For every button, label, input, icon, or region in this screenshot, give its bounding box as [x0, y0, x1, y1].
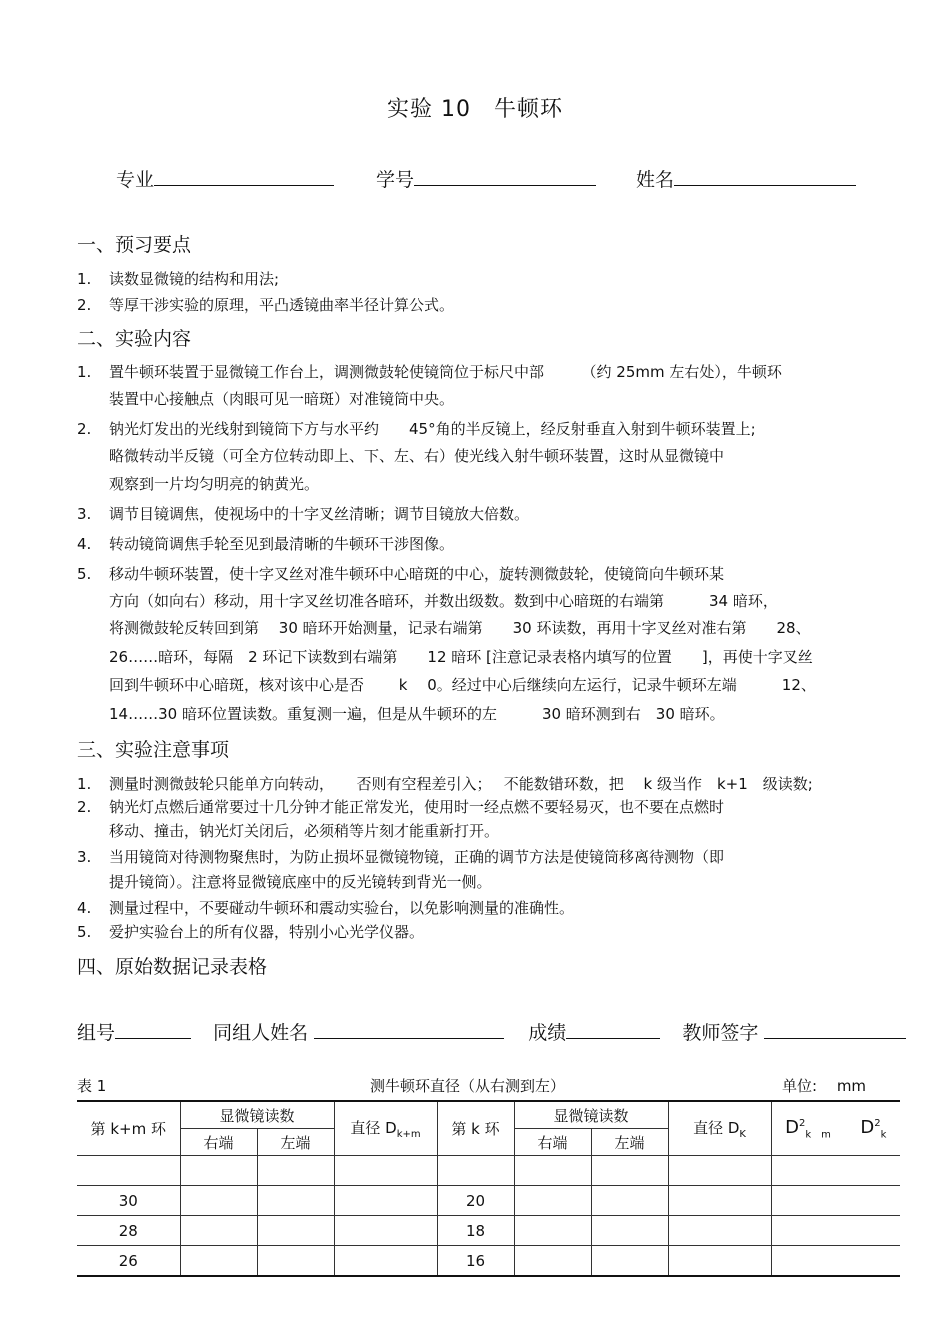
header-diameter-k: 直径 $D_K$ — [668, 1101, 771, 1156]
list-item-continuation: 略微转动半反镜（可全方位转动即上、下、左、右）使光线入射牛顿环装置，这时从显微镜中 — [109, 447, 725, 465]
header-d2-difference: $D^2_{k m}$ $D^2_k$ — [771, 1101, 900, 1156]
score-label: 成绩 — [528, 1022, 567, 1044]
group-label: 组号 — [77, 1022, 116, 1044]
student-id-label: 学号 — [376, 169, 415, 191]
name-blank[interactable] — [674, 167, 856, 186]
header-ring-km: 第 k+m 环 — [77, 1101, 180, 1156]
ring-km-cell: 26 — [77, 1246, 180, 1277]
list-item: 2. 钠光灯发出的光线射到镜筒下方与水平约 45°角的半反镜上，经反射垂直入射到牛顿环装置上; — [77, 420, 756, 438]
list-item-continuation: 提升镜筒）。注意将显微镜底座中的反光镜转到背光一侧。 — [109, 873, 492, 891]
section-heading-content: 二、实验内容 — [77, 328, 192, 350]
ring-k-cell: 18 — [437, 1216, 514, 1246]
input-cell[interactable] — [668, 1216, 771, 1246]
name-field — [636, 165, 856, 192]
data-table — [77, 1100, 900, 1277]
header-left-end: 左端 — [257, 1129, 334, 1156]
ring-km-cell: 30 — [77, 1186, 180, 1216]
input-cell[interactable] — [334, 1216, 437, 1246]
input-cell[interactable] — [180, 1186, 257, 1216]
table-label: 表 1 — [77, 1077, 107, 1095]
input-cell[interactable] — [257, 1246, 334, 1277]
header-right-end-2: 右端 — [514, 1129, 591, 1156]
list-item: 4. 测量过程中，不要碰动牛顿环和震动实验台，以免影响测量的准确性。 — [77, 899, 575, 917]
list-item-continuation: 装置中心接触点（肉眼可见一暗斑）对准镜筒中央。 — [109, 390, 455, 408]
input-cell[interactable] — [514, 1186, 591, 1216]
input-cell[interactable] — [514, 1216, 591, 1246]
list-item: 3. 调节目镜调焦，使视场中的十字叉丝清晰；调节目镜放大倍数。 — [77, 505, 530, 523]
table-row — [77, 1246, 900, 1277]
list-item: 1. 置牛顿环装置于显微镜工作台上，调测微鼓轮使镜筒位于标尺中部 （约 25mm 左右处），牛顿环 — [77, 363, 782, 381]
header-microscope-reading: 显微镜读数 — [180, 1101, 334, 1129]
section-heading-preview: 一、预习要点 — [77, 234, 192, 256]
sign-row — [77, 1018, 906, 1045]
input-cell[interactable] — [591, 1216, 668, 1246]
list-item: 3. 当用镜筒对待测物聚焦时，为防止损坏显微镜物镜，正确的调节方法是使镜筒移离待测物（即 — [77, 848, 725, 866]
input-cell[interactable] — [668, 1246, 771, 1277]
list-item: 2. 钠光灯点燃后通常要过十几分钟才能正常发光，使用时一经点燃不要轻易灭，也不要在点燃时 — [77, 798, 725, 816]
table-row — [77, 1186, 900, 1216]
list-item: 4. 转动镜筒调焦手轮至见到最清晰的牛顿环干涉图像。 — [77, 535, 455, 553]
input-cell[interactable] — [591, 1246, 668, 1277]
page-title: 实验 10 牛顿环 — [387, 97, 563, 122]
header-ring-k: 第 k 环 — [437, 1101, 514, 1156]
input-cell[interactable] — [257, 1216, 334, 1246]
section-heading-notes: 三、实验注意事项 — [77, 739, 230, 761]
list-item: 5. 移动牛顿环装置，使十字叉丝对准牛顿环中心暗斑的中心，旋转测微鼓轮，使镜筒向牛顿环某 — [77, 565, 725, 583]
major-blank[interactable] — [154, 167, 334, 186]
name-label: 姓名 — [636, 169, 675, 191]
input-cell[interactable] — [334, 1246, 437, 1277]
table-caption: 测牛顿环直径（从右测到左） — [370, 1077, 566, 1095]
header-diameter-km: 直径 $D_{k+m}$ — [334, 1101, 437, 1156]
ring-km-cell: 28 — [77, 1216, 180, 1246]
list-item-continuation: 回到牛顿环中心暗斑，核对该中心是否 k 0。经过中心后继续向左运行，记录牛顿环左端 12、 — [109, 676, 816, 694]
list-item-continuation: 方向（如向右）移动，用十字叉丝切准各暗环，并数出级数。数到中心暗斑的右端第 34 暗环， — [109, 592, 778, 610]
input-cell[interactable] — [180, 1246, 257, 1277]
teacher-sign-blank[interactable] — [764, 1020, 906, 1039]
list-item-continuation: 移动、撞击，钠光灯关闭后，必须稍等片刻才能重新打开。 — [109, 822, 500, 840]
list-item: 1. 读数显微镜的结构和用法; — [77, 270, 280, 288]
major-field — [116, 165, 334, 192]
input-cell[interactable] — [180, 1216, 257, 1246]
table-unit: 单位: mm — [782, 1077, 867, 1095]
input-cell[interactable] — [668, 1186, 771, 1216]
input-cell[interactable] — [334, 1186, 437, 1216]
input-cell[interactable] — [514, 1246, 591, 1277]
major-label: 专业 — [116, 169, 155, 191]
header-right-end: 右端 — [180, 1129, 257, 1156]
list-item-continuation: 26……暗环，每隔 2 环记下读数到右端第 12 暗环 [注意记录表格内填写的位置 ]，再使十字叉丝 — [109, 648, 813, 666]
header-microscope-reading-2: 显微镜读数 — [514, 1101, 668, 1129]
student-id-blank[interactable] — [414, 167, 596, 186]
student-id-field — [376, 165, 596, 192]
ring-k-cell: 16 — [437, 1246, 514, 1277]
list-item-continuation: 14……30 暗环位置读数。重复测一遍，但是从牛顿环的左 30 暗环测到右 30 暗环。 — [109, 705, 725, 723]
input-cell[interactable] — [771, 1246, 900, 1277]
partner-blank[interactable] — [314, 1020, 504, 1039]
partner-label: 同组人姓名 — [213, 1022, 309, 1044]
list-item: 2. 等厚干涉实验的原理，平凸透镜曲率半径计算公式。 — [77, 296, 455, 314]
input-cell[interactable] — [771, 1186, 900, 1216]
table-row — [77, 1216, 900, 1246]
input-cell[interactable] — [591, 1186, 668, 1216]
group-blank[interactable] — [115, 1020, 191, 1039]
list-item: 1. 测量时测微鼓轮只能单方向转动， 否则有空程差引入； 不能数错环数，把 k 级当作 k+1 级读数; — [77, 775, 813, 793]
input-cell[interactable] — [771, 1216, 900, 1246]
list-item-continuation: 观察到一片均匀明亮的钠黄光。 — [109, 475, 320, 493]
input-cell[interactable] — [257, 1186, 334, 1216]
header-left-end-2: 左端 — [591, 1129, 668, 1156]
teacher-sign-label: 教师签字 — [682, 1022, 759, 1044]
list-item-continuation: 将测微鼓轮反转回到第 30 暗环开始测量，记录右端第 30 环读数，再用十字叉丝对准右第 28、 — [109, 619, 811, 637]
score-blank[interactable] — [566, 1020, 660, 1039]
list-item: 5. 爱护实验台上的所有仪器，特别小心光学仪器。 — [77, 923, 425, 941]
section-heading-data-table: 四、原始数据记录表格 — [77, 956, 268, 978]
ring-k-cell: 20 — [437, 1186, 514, 1216]
